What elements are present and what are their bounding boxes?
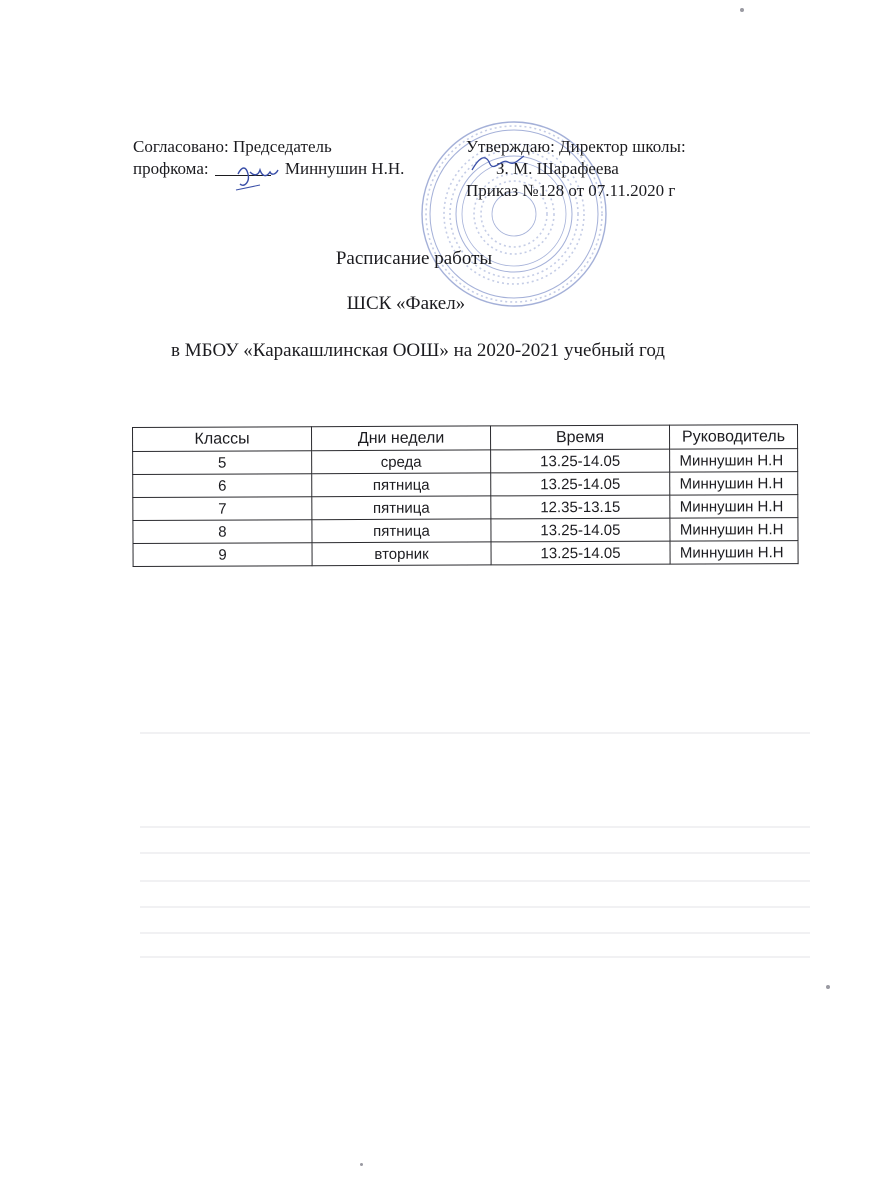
cell-class: 5 <box>133 451 312 475</box>
cell-day: вторник <box>312 542 491 566</box>
table-row <box>133 495 798 521</box>
scan-artifact-line <box>140 852 810 854</box>
school-year-subtitle: в МБОУ «Каракашлинская ООШ» на 2020-2021 учебный год <box>171 340 665 361</box>
cell-day: пятница <box>312 473 491 497</box>
cell-class: 7 <box>133 497 312 521</box>
director-name: З. М. Шарафеева <box>496 159 619 178</box>
table-row <box>133 472 798 498</box>
signature-right-icon <box>468 150 528 180</box>
club-name: ШСК «Факел» <box>346 293 466 314</box>
approval-name: Миннушин Н.Н. <box>284 159 405 178</box>
cell-class: 6 <box>133 474 312 498</box>
scan-artifact-line <box>140 826 810 828</box>
cell-time: 12.35-13.15 <box>491 495 670 519</box>
header-classes: Классы <box>133 427 312 452</box>
cell-time: 13.25-14.05 <box>491 518 670 542</box>
cell-day: пятница <box>312 519 491 543</box>
scan-artifact-line <box>140 956 810 958</box>
table-row <box>133 518 798 544</box>
signature-left-icon <box>232 160 296 194</box>
scan-artifact-line <box>140 906 810 908</box>
table-row <box>133 541 798 567</box>
cell-leader: Миннушин Н.Н <box>670 541 798 565</box>
schedule-table <box>132 424 799 567</box>
document-title: Расписание работы <box>335 248 493 269</box>
confirm-title: Утверждаю: Директор школы: <box>466 137 686 156</box>
header-time: Время <box>490 425 669 450</box>
scan-artifact-line <box>140 732 810 734</box>
scan-artifact-line <box>140 880 810 882</box>
cell-leader: Миннушин Н.Н <box>670 449 798 473</box>
scan-artifact-line <box>140 932 810 934</box>
cell-class: 9 <box>133 543 312 567</box>
scan-dot <box>740 8 744 12</box>
scan-dot <box>360 1163 363 1166</box>
header-days: Дни недели <box>312 426 491 451</box>
cell-leader: Миннушин Н.Н <box>670 518 798 542</box>
cell-day: пятница <box>312 496 491 520</box>
cell-leader: Миннушин Н.Н <box>670 472 798 496</box>
cell-time: 13.25-14.05 <box>491 472 670 496</box>
approval-prefix: профкома: <box>133 159 209 178</box>
table-header-row <box>133 425 798 452</box>
cell-leader: Миннушин Н.Н <box>670 495 798 519</box>
cell-class: 8 <box>133 520 312 544</box>
order-number: Приказ №128 от 07.11.2020 г <box>466 181 676 200</box>
table-row <box>133 449 798 475</box>
cell-time: 13.25-14.05 <box>491 541 670 565</box>
approval-title: Согласовано: Председатель <box>133 137 332 156</box>
cell-time: 13.25-14.05 <box>491 449 670 473</box>
cell-day: среда <box>312 450 491 474</box>
scan-dot <box>826 985 830 989</box>
header-leader: Руководитель <box>669 425 797 450</box>
